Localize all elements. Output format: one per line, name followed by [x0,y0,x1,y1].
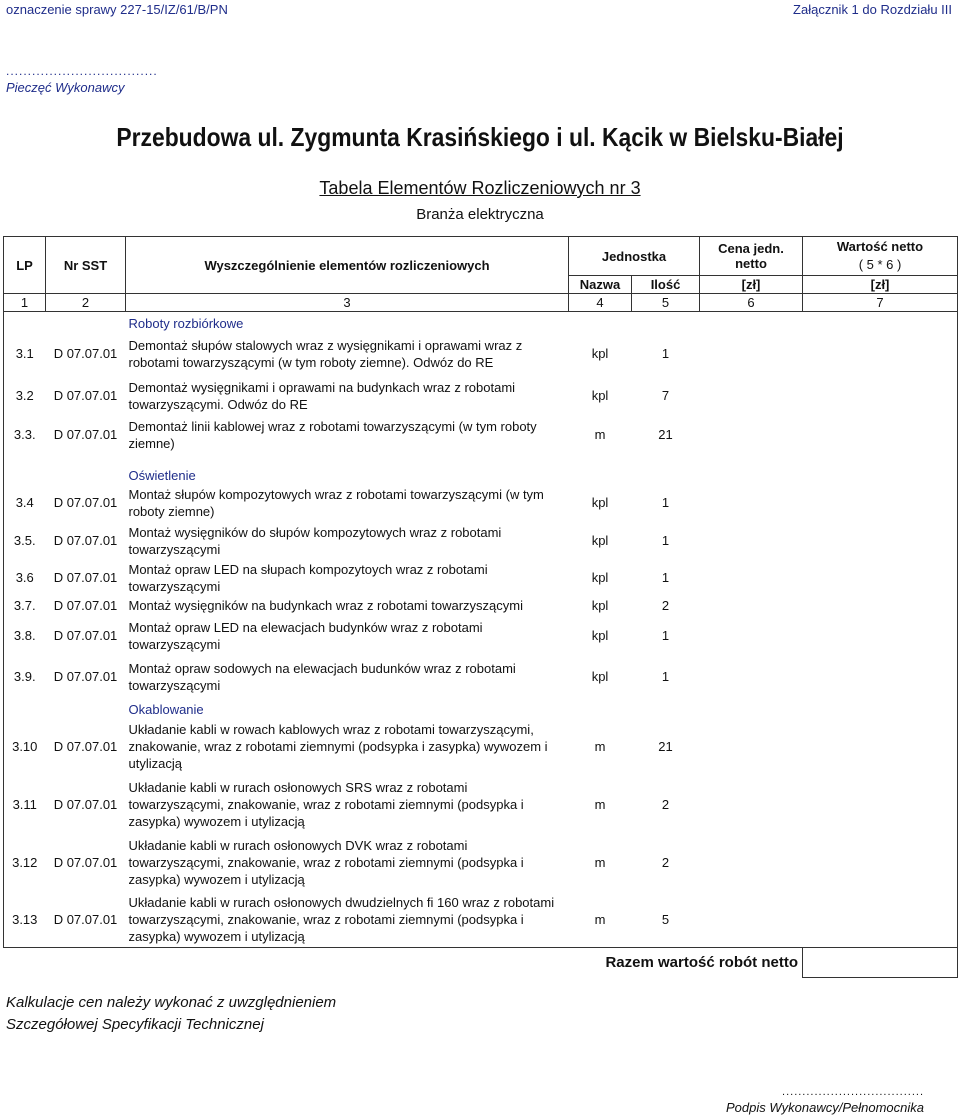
row-qty: 1 [661,346,670,361]
row-description: Układanie kabli w rurach osłonowych DVK wraz z robotami towarzyszącymi, znakowanie, wraz z robotami ziemnymi (podsypka i zasypka) wywozem i utylizacją [128,838,524,887]
header-unit-price-line1: Cena jedn. [718,241,784,256]
table-row [4,776,958,834]
empty-cell [700,454,803,484]
row-unit-price [700,834,803,892]
header-value-currency: [zł] [803,276,958,294]
table-row [4,718,958,776]
row-sst: D 07.07.01 [53,797,118,812]
row-lp: 3.2 [4,376,46,416]
row-sst: D 07.07.01 [53,669,118,684]
total-value-cell [803,948,958,978]
row-sst: D 07.07.01 [53,570,118,585]
empty-cell [4,454,46,484]
row-description: Demontaż słupów stalowych wraz z wysięgnikami i oprawami wraz z robotami towarzyszącymi (w tym roboty ziemne). Odwóz do RE [128,337,523,370]
row-value [803,416,958,454]
contractor-stamp-label: Pieczęć Wykonawcy [6,80,125,95]
table-row [4,560,958,596]
row-value [803,718,958,776]
row-lp: 3.1 [4,332,46,376]
row-unit: m [594,739,606,754]
row-unit: kpl [591,570,609,585]
row-unit-price [700,656,803,698]
section-row [4,698,958,718]
header-unit-price-line2: netto [735,256,767,271]
row-unit: kpl [591,669,609,684]
table-row [4,616,958,656]
column-number: 5 [632,294,700,312]
calculation-note-line2: Szczegółowej Specyfikacji Technicznej [6,1016,264,1033]
row-value [803,616,958,656]
empty-cell [700,698,803,718]
empty-cell [632,454,700,484]
row-description: Demontaż linii kablowej wraz z robotami towarzyszącymi (w tym roboty ziemne) [128,418,537,451]
row-qty: 1 [661,570,670,585]
table-row [4,892,958,948]
empty-cell [4,698,46,718]
row-lp: 3.4 [4,484,46,522]
column-number: 2 [46,294,126,312]
row-unit-price [700,484,803,522]
header-description: Wyszczególnienie elementów rozliczeniowych [126,237,569,294]
row-qty: 2 [661,855,670,870]
row-unit-price [700,522,803,560]
row-unit: kpl [591,533,609,548]
header-value-line2: ( 5 * 6 ) [858,257,902,272]
empty-cell [4,312,46,332]
row-sst: D 07.07.01 [46,892,126,948]
header-unit: Jednostka [569,237,700,276]
row-sst: D 07.07.01 [53,427,118,442]
column-number: 1 [4,294,46,312]
row-unit-price [700,616,803,656]
column-number: 7 [803,294,958,312]
row-description: Układanie kabli w rurach osłonowych dwudzielnych fi 160 wraz z robotami towarzyszącymi, znakowanie, wraz z robotami ziemnymi (podsypka i zasypka) wywozem i utylizacją [126,892,569,948]
row-unit: kpl [591,346,609,361]
header-nr-sst: Nr SST [46,237,126,294]
row-lp: 3.6 [4,560,46,596]
row-unit: kpl [591,598,609,613]
row-unit-price [700,892,803,948]
column-number: 3 [126,294,569,312]
settlement-table [3,236,958,978]
empty-cell [803,698,958,718]
header-unit-price-currency: [zł] [700,276,803,294]
table-row [4,656,958,698]
header-lp: LP [4,237,46,294]
header-value [803,237,958,276]
table-subtitle: Tabela Elementów Rozliczeniowych nr 3 [319,178,641,198]
row-value [803,522,958,560]
row-description: Montaż opraw LED na elewacjach budynków wraz z robotami towarzyszącymi [128,619,483,652]
row-sst: D 07.07.01 [53,739,118,754]
row-unit-price [700,560,803,596]
total-row [4,948,958,978]
row-value [803,560,958,596]
row-qty: 2 [661,598,670,613]
row-value [803,376,958,416]
row-lp: 3.5. [4,522,46,560]
column-number: 6 [700,294,803,312]
row-description: Montaż wysięgników na budynkach wraz z robotami towarzyszącymi [128,598,523,613]
empty-cell [569,454,632,484]
row-value [803,484,958,522]
table-row [4,484,958,522]
row-sst: D 07.07.01 [53,628,118,643]
row-sst: D 07.07.01 [53,388,118,403]
row-unit: m [569,892,632,948]
column-numbers-row [4,294,958,312]
row-unit-price [700,718,803,776]
row-lp: 3.3. [4,416,46,454]
row-value [803,332,958,376]
row-lp: 3.10 [4,718,46,776]
row-sst: D 07.07.01 [53,598,118,613]
column-number: 4 [569,294,632,312]
row-qty: 5 [632,892,700,948]
row-unit: kpl [591,628,609,643]
row-description: Montaż słupów kompozytowych wraz z robotami towarzyszącymi (w tym roboty ziemne) [128,486,544,519]
row-unit-price [700,776,803,834]
header-unit-name: Nazwa [569,276,632,294]
section-row [4,312,958,332]
calculation-note-line1: Kalkulacje cen należy wykonać z uwzględnieniem [6,994,337,1011]
row-unit-price [700,376,803,416]
row-value [803,892,958,948]
table-row [4,522,958,560]
row-value [803,776,958,834]
section-title: Okablowanie [128,701,204,717]
row-qty: 1 [661,628,670,643]
signature-label: Podpis Wykonawcy/Pełnomocnika [726,1100,924,1115]
table-row [4,834,958,892]
header-value-line1: Wartość netto [836,239,924,254]
row-sst: D 07.07.01 [53,855,118,870]
row-qty: 2 [661,797,670,812]
empty-cell [46,312,126,332]
table-row [4,332,958,376]
row-description: Układanie kabli w rowach kablowych wraz z robotami towarzyszącymi, znakowanie, wraz z robotami ziemnymi (podsypka i zasypka) wywozem i utylizacją [128,722,548,771]
row-description: Układanie kabli w rurach osłonowych SRS wraz z robotami towarzyszącymi, znakowanie, wraz z robotami ziemnymi (podsypka i zasypka) wywozem i utylizacją [128,780,524,829]
row-unit-price [700,416,803,454]
row-qty: 1 [661,533,670,548]
empty-cell [803,312,958,332]
row-description: Montaż opraw LED na słupach kompozytoych wraz z robotami towarzyszącymi [128,561,488,594]
row-value [803,596,958,616]
attachment-label: Załącznik 1 do Rozdziału III [793,2,952,17]
row-unit: m [594,427,606,442]
row-unit-price [700,332,803,376]
section-title: Oświetlenie [128,467,196,483]
row-lp: 3.11 [4,776,46,834]
total-label: Razem wartość robót netto [605,954,798,971]
row-qty: 21 [658,739,673,754]
row-qty: 7 [661,388,670,403]
row-lp: 3.7. [4,596,46,616]
row-description: Demontaż wysięgnikami i oprawami na budynkach wraz z robotami towarzyszącymi. Odwóz do RE [128,379,516,412]
section-title: Roboty rozbiórkowe [128,315,244,331]
calculation-note [6,992,406,1036]
row-qty: 21 [658,427,673,442]
row-qty: 1 [661,669,670,684]
row-unit: kpl [591,495,609,510]
table-row [4,596,958,616]
row-description: Montaż opraw sodowych na elewacjach budunków wraz z robotami towarzyszącymi [128,660,516,693]
empty-cell [632,698,700,718]
empty-cell [700,312,803,332]
empty-cell [569,698,632,718]
branch-label: Branża elektryczna [416,206,544,223]
table-row [4,376,958,416]
row-sst: D 07.07.01 [53,495,118,510]
row-unit: m [594,797,606,812]
header-unit-qty: Ilość [632,276,700,294]
row-unit-price [700,596,803,616]
row-qty: 1 [661,495,670,510]
empty-cell [569,312,632,332]
empty-cell [803,454,958,484]
case-reference: oznaczenie sprawy 227-15/IZ/61/B/PN [6,2,228,17]
header-unit-price [700,237,803,276]
row-description: Montaż wysięgników do słupów kompozytowych wraz z robotami towarzyszącymi [128,524,502,557]
empty-cell [632,312,700,332]
row-lp: 3.8. [4,616,46,656]
row-value [803,656,958,698]
empty-cell [46,454,126,484]
row-value [803,834,958,892]
signature-dots: ................................... [782,1086,924,1098]
row-sst: D 07.07.01 [53,346,118,361]
empty-cell [46,698,126,718]
row-lp: 3.13 [4,892,46,948]
row-unit: kpl [591,388,609,403]
row-unit: m [594,855,606,870]
row-lp: 3.9. [4,656,46,698]
document-title: Przebudowa ul. Zygmunta Krasińskiego i ul. Kącik w Bielsku-Białej [116,122,844,152]
table-row [4,416,958,454]
section-row [4,454,958,484]
stamp-dots: ................................... [6,64,158,78]
row-sst: D 07.07.01 [53,533,118,548]
row-lp: 3.12 [4,834,46,892]
